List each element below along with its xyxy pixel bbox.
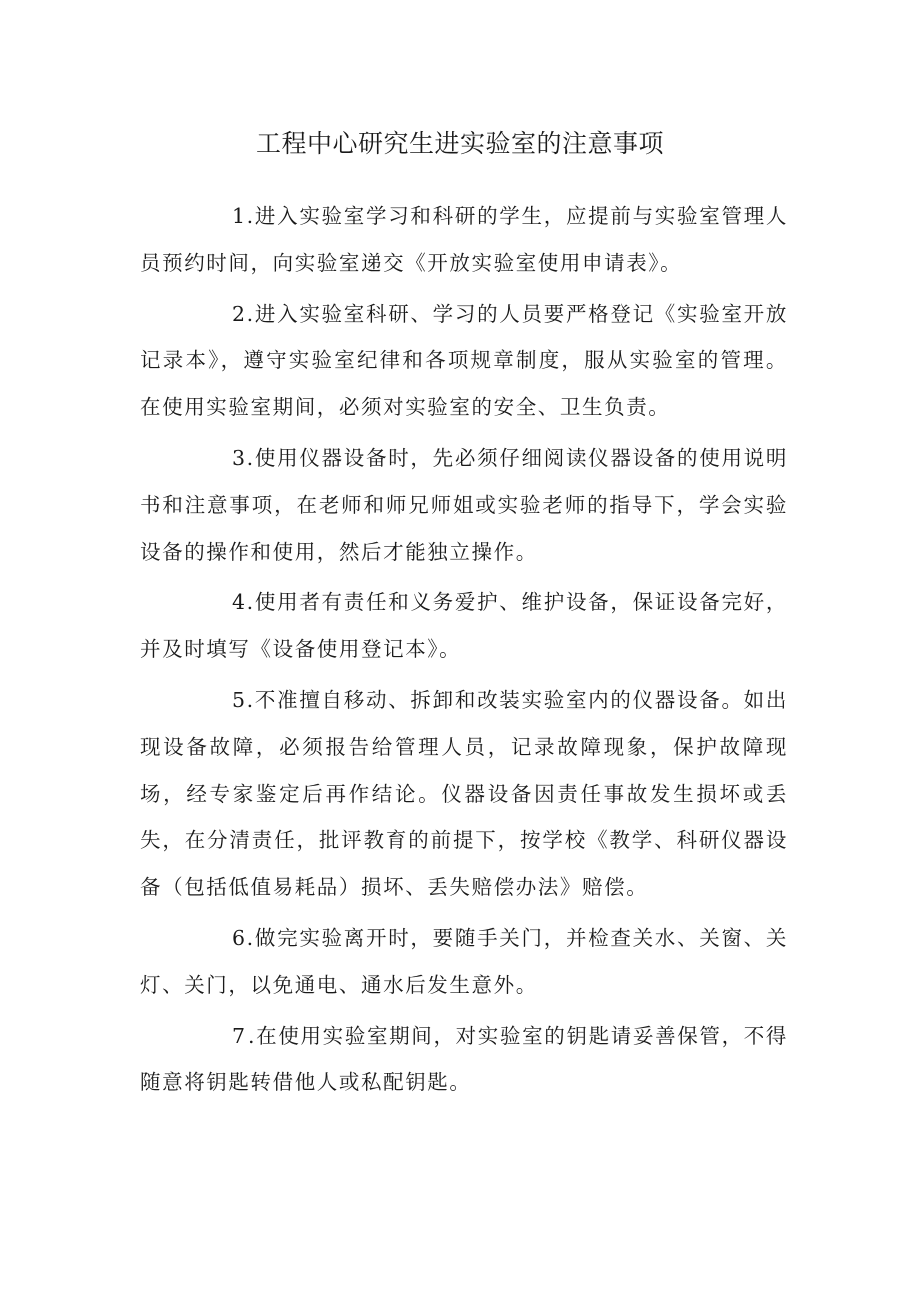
rule-text: .在使用实验室期间，对实验室的钥匙请妥善保管，不得随意将钥匙转借他人或私配钥匙。 — [140, 1023, 788, 1095]
rule-text: .进入实验室学习和科研的学生，应提前与实验室管理人员预约时间，向实验室递交《开放实验室使用申请表》。 — [140, 204, 788, 275]
rule-number: 5 — [232, 687, 247, 712]
rule-text: .不准擅自移动、拆卸和改装实验室内的仪器设备。如出现设备故障，必须报告给管理人员，记录故障现象，保护故障现场，经专家鉴定后再作结论。仪器设备因责任事故发生损坏或丢失，在分清责任，批评教育的前提下，按学校《教学、科研仪器设备（包括低值易耗品）损坏、丢失赔偿办法》赔偿。 — [140, 687, 788, 900]
rule-number: 2 — [232, 301, 247, 326]
rule-item-6 — [140, 915, 788, 1009]
rule-item-3 — [140, 435, 788, 575]
rule-number: 7 — [232, 1023, 247, 1048]
rule-item-5 — [140, 677, 788, 911]
rule-text: .使用仪器设备时，先必须仔细阅读仪器设备的使用说明书和注意事项，在老师和师兄师姐或实验老师的指导下，学会实验设备的操作和使用，然后才能独立操作。 — [140, 445, 788, 564]
rule-number: 4 — [232, 590, 247, 615]
rule-number: 3 — [232, 445, 247, 470]
rule-item-4 — [140, 579, 788, 673]
rule-item-7 — [140, 1013, 788, 1107]
document-body — [140, 193, 788, 1110]
rule-text: .使用者有责任和义务爱护、维护设备，保证设备完好，并及时填写《设备使用登记本》。 — [140, 590, 788, 662]
rule-item-2 — [140, 291, 788, 431]
rule-number: 6 — [232, 925, 247, 950]
rule-text: .做完实验离开时，要随手关门，并检查关水、关窗、关灯、关门，以免通电、通水后发生意外。 — [140, 925, 788, 997]
rule-item-1 — [140, 193, 788, 287]
rule-number: 1 — [232, 204, 247, 228]
document-title: 工程中心研究生进实验室的注意事项 — [255, 129, 664, 158]
rule-text: .进入实验室科研、学习的人员要严格登记《实验室开放记录本》，遵守实验室纪律和各项规章制度，服从实验室的管理。在使用实验室期间，必须对实验室的安全、卫生负责。 — [140, 301, 788, 420]
